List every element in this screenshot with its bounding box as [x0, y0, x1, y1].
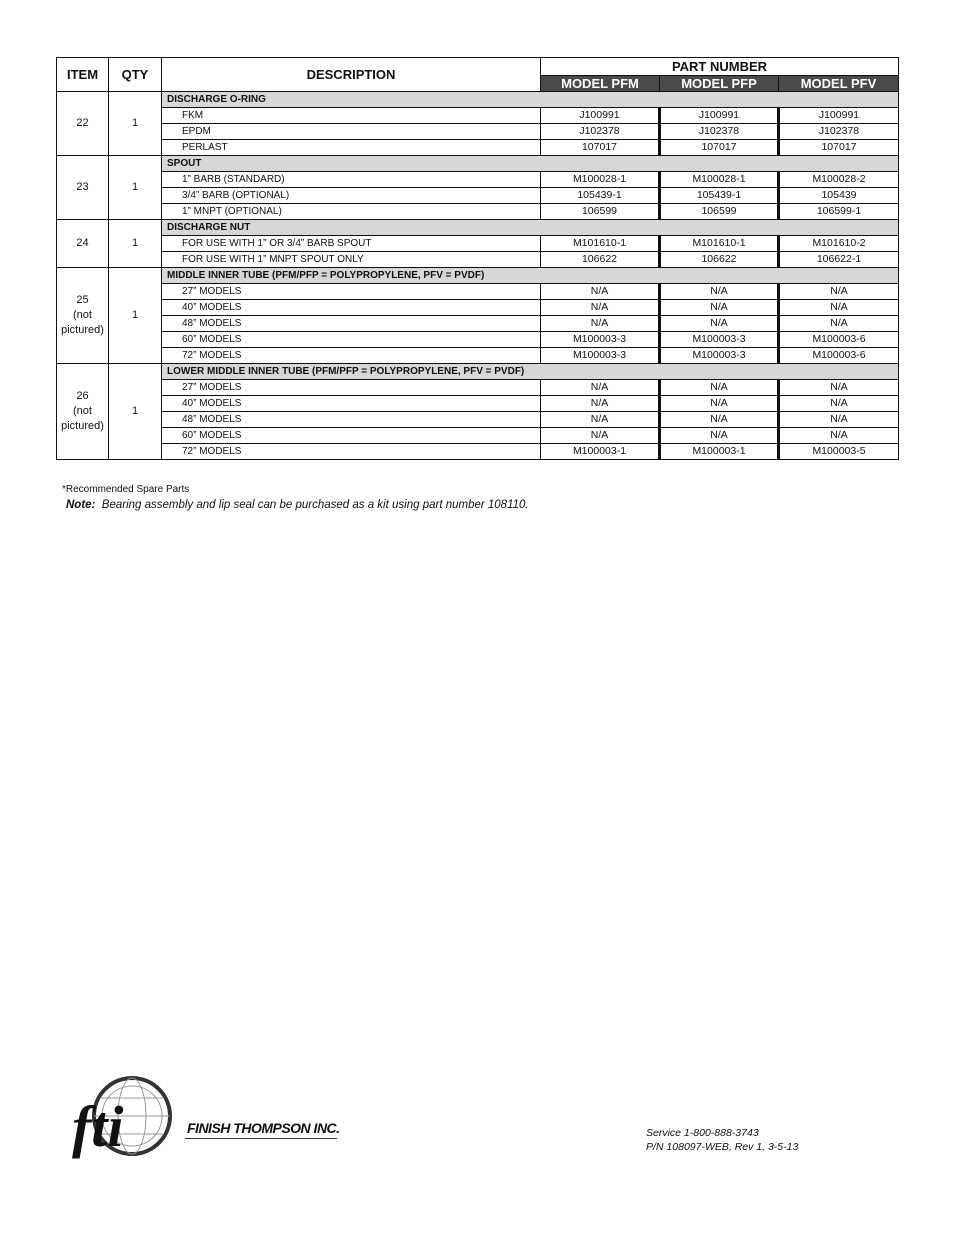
table-row: [57, 108, 899, 124]
part-number-pfm: M100003-3: [541, 348, 660, 364]
group-title-row: [57, 92, 899, 108]
part-number-pfm: 107017: [541, 140, 660, 156]
part-number-pfp: N/A: [660, 396, 779, 412]
part-number-pfv: 105439: [779, 188, 899, 204]
item-note: pictured): [61, 324, 104, 336]
logo-text: fti: [72, 1094, 124, 1159]
part-number-pfm: N/A: [541, 316, 660, 332]
part-number-pfv: N/A: [779, 380, 899, 396]
description-header: DESCRIPTION: [162, 58, 541, 92]
part-number-pfv: N/A: [779, 300, 899, 316]
part-number-pfv: N/A: [779, 412, 899, 428]
group-title-row: [57, 364, 899, 380]
part-number-pfm: M100003-1: [541, 444, 660, 460]
model-pfv-header: MODEL PFV: [779, 76, 899, 92]
item-number-value: 26: [76, 390, 89, 402]
part-number-pfp: J100991: [660, 108, 779, 124]
row-description: 72” MODELS: [162, 444, 541, 460]
table-row: [57, 316, 899, 332]
table-row: [57, 284, 899, 300]
part-number-pfm: M100003-3: [541, 332, 660, 348]
part-number-pfp: M101610-1: [660, 236, 779, 252]
row-description: 60” MODELS: [162, 428, 541, 444]
table-row: [57, 172, 899, 188]
part-number-pfv: J102378: [779, 124, 899, 140]
part-number-pfv: M100003-6: [779, 332, 899, 348]
group-title-row: [57, 220, 899, 236]
part-number-pfp: N/A: [660, 300, 779, 316]
table-row: [57, 380, 899, 396]
part-number-pfm: M100028-1: [541, 172, 660, 188]
part-number-pfp: M100003-3: [660, 332, 779, 348]
table-row: [57, 444, 899, 460]
row-description: 27” MODELS: [162, 380, 541, 396]
table-row: [57, 300, 899, 316]
fti-logo: [68, 1070, 348, 1160]
row-description: 60” MODELS: [162, 332, 541, 348]
item-note: pictured): [61, 420, 104, 432]
part-number-pfv: 107017: [779, 140, 899, 156]
part-number-pfp: N/A: [660, 316, 779, 332]
note-text: Bearing assembly and lip seal can be purchased as a kit using part number 108110.: [101, 499, 529, 511]
item-number-value: 25: [76, 294, 89, 306]
qty-value: 1: [109, 268, 162, 364]
table-row: [57, 332, 899, 348]
table-body: [57, 92, 899, 460]
group-title: DISCHARGE NUT: [162, 220, 899, 236]
part-number-pfm: 106622: [541, 252, 660, 268]
part-number-pfp: N/A: [660, 284, 779, 300]
part-number-pfp: N/A: [660, 428, 779, 444]
group-title: MIDDLE INNER TUBE (PFM/PFP = POLYPROPYLENE, PFV = PVDF): [162, 268, 899, 284]
part-number-pfm: 105439-1: [541, 188, 660, 204]
qty-value: 1: [109, 156, 162, 220]
company-name: FINISH THOMPSON INC.: [187, 1120, 340, 1136]
row-description: 27” MODELS: [162, 284, 541, 300]
part-number-pfp: 107017: [660, 140, 779, 156]
part-number-header: PART NUMBER: [541, 58, 899, 76]
row-description: 1” BARB (STANDARD): [162, 172, 541, 188]
qty-value: 1: [109, 92, 162, 156]
part-number-pfp: N/A: [660, 412, 779, 428]
part-number-pfv: N/A: [779, 428, 899, 444]
part-number-pfv: N/A: [779, 284, 899, 300]
parts-table: [56, 57, 899, 460]
note: [66, 499, 529, 511]
part-number-pfp: 106622: [660, 252, 779, 268]
table-row: [57, 188, 899, 204]
item-number-value: 22: [76, 117, 89, 129]
part-number-pfv: N/A: [779, 316, 899, 332]
row-description: 72” MODELS: [162, 348, 541, 364]
row-description: 3/4” BARB (OPTIONAL): [162, 188, 541, 204]
table-row: [57, 412, 899, 428]
note-label: Note:: [66, 499, 96, 511]
table-row: [57, 396, 899, 412]
model-pfm-header: MODEL PFM: [541, 76, 660, 92]
part-number-pfv: J100991: [779, 108, 899, 124]
part-number-pfp: 106599: [660, 204, 779, 220]
qty-value: 1: [109, 364, 162, 460]
table-row: [57, 252, 899, 268]
group-title: SPOUT: [162, 156, 899, 172]
part-number-pfm: N/A: [541, 380, 660, 396]
group-title: DISCHARGE O-RING: [162, 92, 899, 108]
part-number-pfv: 106599-1: [779, 204, 899, 220]
part-number-pfm: 106599: [541, 204, 660, 220]
group-title: LOWER MIDDLE INNER TUBE (PFM/PFP = POLYPROPYLENE, PFV = PVDF): [162, 364, 899, 380]
part-number-pfp: J102378: [660, 124, 779, 140]
item-number: [57, 156, 109, 220]
row-description: 48” MODELS: [162, 316, 541, 332]
service-info: [646, 1126, 798, 1154]
model-pfp-header: MODEL PFP: [660, 76, 779, 92]
part-number-pfp: M100003-3: [660, 348, 779, 364]
group-title-row: [57, 156, 899, 172]
part-number-pfv: N/A: [779, 396, 899, 412]
group-title-row: [57, 268, 899, 284]
part-number-pfm: N/A: [541, 412, 660, 428]
item-number: [57, 364, 109, 460]
part-number-pfv: M100003-6: [779, 348, 899, 364]
part-number-pfp: N/A: [660, 380, 779, 396]
part-number-pfm: M101610-1: [541, 236, 660, 252]
table-row: [57, 124, 899, 140]
item-number: [57, 92, 109, 156]
row-description: 1” MNPT (OPTIONAL): [162, 204, 541, 220]
item-number-value: 24: [76, 237, 89, 249]
table-row: [57, 236, 899, 252]
part-number-pfv: M100003-5: [779, 444, 899, 460]
part-number-pfm: J100991: [541, 108, 660, 124]
row-description: 40” MODELS: [162, 396, 541, 412]
row-description: 40” MODELS: [162, 300, 541, 316]
row-description: EPDM: [162, 124, 541, 140]
doc-part-number: P/N 108097-WEB, Rev 1, 3-5-13: [646, 1141, 799, 1153]
row-description: PERLAST: [162, 140, 541, 156]
part-number-pfv: M101610-2: [779, 236, 899, 252]
part-number-pfm: N/A: [541, 396, 660, 412]
service-phone: Service 1-800-888-3743: [646, 1127, 759, 1139]
part-number-pfv: M100028-2: [779, 172, 899, 188]
item-note: (not: [73, 309, 92, 321]
part-number-pfp: M100003-1: [660, 444, 779, 460]
row-description: FKM: [162, 108, 541, 124]
table-row: [57, 204, 899, 220]
item-number: [57, 268, 109, 364]
part-number-pfm: N/A: [541, 284, 660, 300]
table-row: [57, 140, 899, 156]
item-header: ITEM: [57, 58, 109, 92]
part-number-pfm: J102378: [541, 124, 660, 140]
footnote: *Recommended Spare Parts: [62, 484, 190, 495]
qty-value: 1: [109, 220, 162, 268]
part-number-pfm: N/A: [541, 428, 660, 444]
part-number-pfv: 106622-1: [779, 252, 899, 268]
item-number: [57, 220, 109, 268]
item-number-value: 23: [76, 181, 89, 193]
row-description: 48” MODELS: [162, 412, 541, 428]
part-number-pfp: 105439-1: [660, 188, 779, 204]
row-description: FOR USE WITH 1” OR 3/4” BARB SPOUT: [162, 236, 541, 252]
part-number-pfm: N/A: [541, 300, 660, 316]
table-row: [57, 428, 899, 444]
company-underline: [185, 1138, 337, 1139]
row-description: FOR USE WITH 1” MNPT SPOUT ONLY: [162, 252, 541, 268]
part-number-pfp: M100028-1: [660, 172, 779, 188]
table-row: [57, 348, 899, 364]
item-note: (not: [73, 405, 92, 417]
qty-header: QTY: [109, 58, 162, 92]
